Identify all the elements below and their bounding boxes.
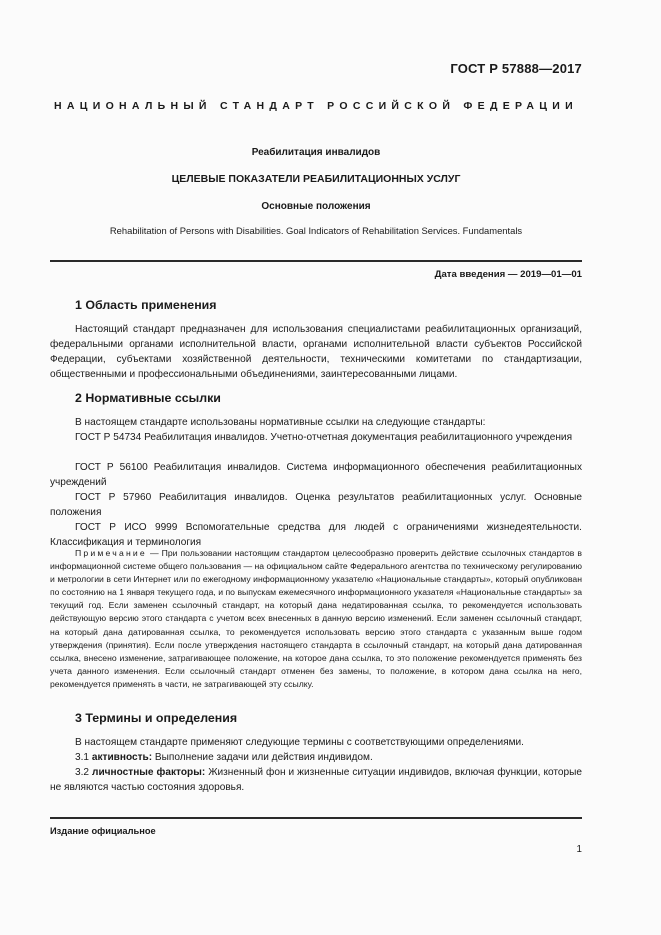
- english-title: Rehabilitation of Persons with Disabilities. Goal Indicators of Rehabilitation Services. Fundamentals: [109, 225, 523, 236]
- term-number: 3.1: [75, 752, 92, 763]
- term-definition: Выполнение задачи или действия индивидом.: [152, 752, 373, 763]
- note-label: Примечание: [75, 548, 147, 558]
- reference-item: ГОСТ Р ИСО 9999 Вспомогательные средства для людей с ограничениями жизнедеятельности. Классификация и терминология: [50, 522, 582, 548]
- section-1-heading: 1 Область применения: [75, 298, 217, 312]
- reference-item: ГОСТ Р 54734 Реабилитация инвалидов. Учетно-отчетная документация реабилитационного учреждения: [75, 432, 573, 443]
- section-2-intro: В настоящем стандарте использованы нормативные ссылки на следующие стандарты:: [75, 417, 486, 428]
- reference-item: ГОСТ Р 57960 Реабилитация инвалидов. Оценка результатов реабилитационных услуг. Основные положения: [50, 492, 582, 518]
- introduction-date: Дата введения — 2019—01—01: [434, 269, 582, 280]
- bottom-divider: [50, 817, 582, 819]
- term-definition: Жизненный фон и жизненные ситуации индивидов, включая функции, которые не являются частью состояния здоровья.: [50, 767, 582, 793]
- reference-note: [50, 547, 582, 691]
- section-3-intro: В настоящем стандарте применяют следующие термины с соответствующими определениями.: [75, 737, 524, 748]
- section-1-text: Настоящий стандарт предназначен для использования специалистами реабилитационных организаций, федеральными органами исполнительной власти, органами исполнительной власти субъектов Российской Федерации, субъектами хозяйственной деятельности, техническими комитетами по стандартизации, общественными и профессиональными объединениями, заинтересованными лицами.: [50, 324, 582, 380]
- section-3-heading: 3 Термины и определения: [75, 711, 238, 725]
- standard-subtitle: Основные положения: [261, 201, 371, 212]
- section-2-heading: 2 Нормативные ссылки: [75, 391, 221, 405]
- term-3-2: [50, 765, 582, 795]
- term-name: активность:: [91, 752, 153, 763]
- reference-item: ГОСТ Р 56100 Реабилитация инвалидов. Система информационного обеспечения реабилитационных учреждений: [50, 462, 582, 488]
- top-divider: [50, 260, 582, 262]
- national-standard-banner: НАЦИОНАЛЬНЫЙ СТАНДАРТ РОССИЙСКОЙ ФЕДЕРАЦИИ: [54, 100, 578, 112]
- page-number: 1: [576, 844, 582, 855]
- official-edition-label: Издание официальное: [50, 826, 156, 836]
- note-text: — При пользовании настоящим стандартом целесообразно проверить действие ссылочных стандартов в информационной системе общего пользования — на официальном сайте Федерального агентства по техническому регулированию и метрологии в сети Интернет или по ежегодному информационному указателю «Национальные стандарты», который опубликован по состоянию на 1 января текущего года, и по выпускам ежемесячного информационного указателя «Национальные стандарты» за текущий год. Если заменен ссылочный стандарт, на который дана недатированная ссылка, то рекомендуется использовать действующую версию этого стандарта с учетом всех внесенных в данную версию изменений. Если заменен ссылочный стандарт, на который дана датированная ссылка, то рекомендуется использовать версию этого стандарта с указанным выше годом утверждения (принятия). Если после утверждения настоящего стандарта в ссылочный стандарт, на который дана датированная ссылка, внесено изменение, затрагивающее положение, на которое дана ссылка, то это положение рекомендуется применять без учета данного изменения. Если ссылочный стандарт отменен без замены, то положение, в котором дана ссылка на него, рекомендуется применять в части, не затрагивающей эту ссылку.: [50, 548, 582, 689]
- standard-subject: Реабилитация инвалидов: [251, 147, 381, 158]
- standard-title: ЦЕЛЕВЫЕ ПОКАЗАТЕЛИ РЕАБИЛИТАЦИОННЫХ УСЛУГ: [171, 173, 461, 185]
- term-3-1: [50, 750, 582, 765]
- term-name: личностные факторы:: [92, 767, 206, 778]
- term-number: 3.2: [75, 767, 93, 778]
- standard-code: ГОСТ Р 57888—2017: [450, 61, 582, 76]
